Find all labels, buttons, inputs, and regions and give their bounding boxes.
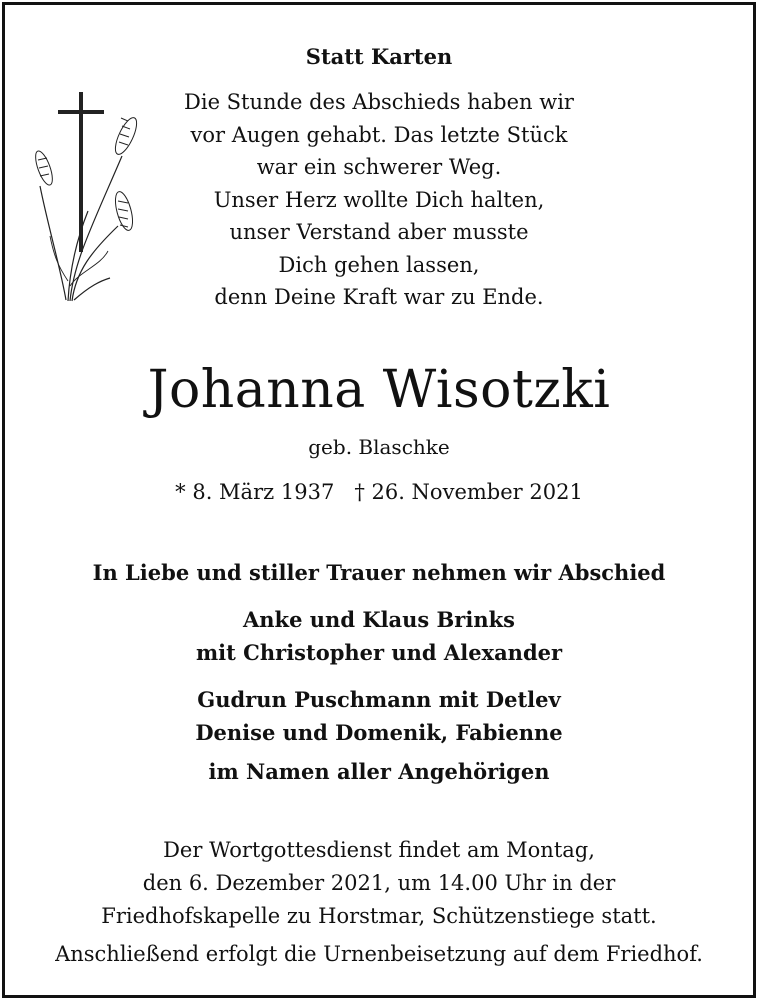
mourner-line: mit Christopher und Alexander [195,640,563,665]
mourners-group-1 [0,603,758,669]
poem-line: denn Deine Kraft war zu Ende. [214,285,544,309]
poem [0,86,758,314]
poem-line: Dich gehen lassen, [278,252,480,277]
burial-info: Anschließend erfolgt die Urnenbeisetzung auf dem Friedhof. [55,942,703,966]
mourner-line: Denise und Domenik, Fabienne [195,720,563,745]
poem-line: vor Augen gehabt. Das letzte Stück [190,122,568,147]
service-line: den 6. Dezember 2021, um 14.00 Uhr in der [142,871,616,895]
service-info [0,834,758,933]
mourner-line: Anke und Klaus Brinks [243,607,515,632]
header-title: Statt Karten [305,44,453,69]
poem-line: Unser Herz wollte Dich halten, [213,187,545,212]
deceased-name: Johanna Wisotzki [147,360,611,420]
mourners-group-2 [0,683,758,749]
poem-line: war ein schwerer Weg. [256,155,502,179]
life-dates [0,480,758,504]
service-line: Der Wortgottesdienst findet am Montag, [163,838,595,862]
mourners-intro: In Liebe und stiller Trauer nehmen wir Abschied [92,560,666,585]
birth-date: * 8. März 1937 [175,480,335,504]
mourner-line: Gudrun Puschmann mit Detlev [197,687,561,712]
death-date: † 26. November 2021 [354,480,583,504]
mourners-closing: im Namen aller Angehörigen [208,759,550,784]
service-line: Friedhofskapelle zu Horstmar, Schützenstiege statt. [101,904,657,928]
poem-line: Die Stunde des Abschieds haben wir [184,90,574,114]
poem-line: unser Verstand aber musste [229,220,529,244]
birth-name: geb. Blaschke [308,435,450,459]
